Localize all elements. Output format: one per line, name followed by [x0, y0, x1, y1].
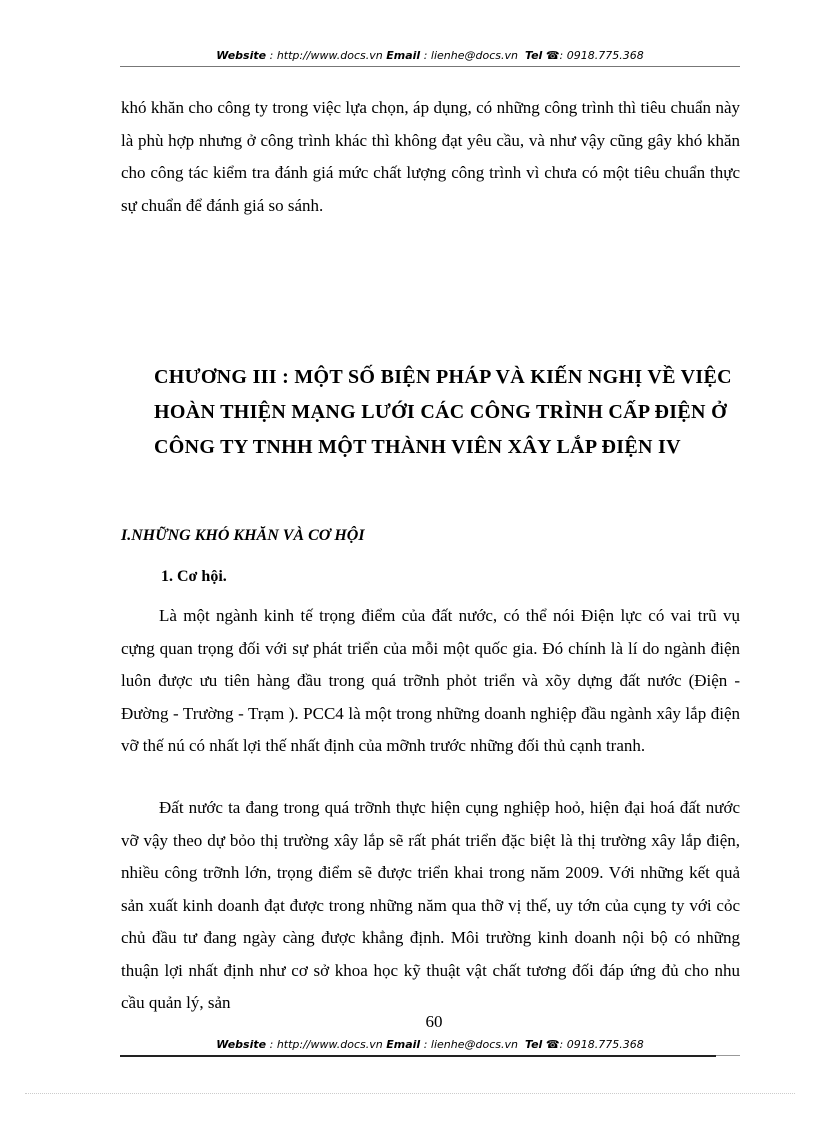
- footer-divider: [120, 1055, 716, 1057]
- section-title: I.NHỮNG KHÓ KHĂN VÀ CƠ HỘI: [121, 527, 365, 544]
- footer-email-address[interactable]: lienhe@docs.vn: [430, 1038, 518, 1051]
- email-address[interactable]: lienhe@docs.vn: [430, 49, 518, 62]
- page-footer: [120, 1038, 740, 1052]
- footer-divider-tail: [716, 1055, 740, 1056]
- website-separator: :: [266, 49, 277, 62]
- footer-website-separator: :: [266, 1038, 277, 1051]
- paragraph-opportunity-1: Là một ngành kinh tế trọng điểm của đất nước, có thể nói Điện lực có vai trũ vụ cựng quan trọng đối với sự phát triển của mỗi một quốc gia. Đó chính là lí do ngành điện luôn được ưu tiên hàng đầu trong quá trỡnh phỏt triển và xõy dựng đất nước (Điện - Đường - Trường - Trạm ). PCC4 là một trong những doanh nghiệp đầu ngành xây lắp điện vỡ thế nú có nhất lợi thế nhất định của mỡnh trước những đối thủ cạnh tranh.: [121, 606, 740, 755]
- subsection-title: 1. Cơ hội.: [161, 568, 227, 585]
- website-label: Website: [216, 49, 267, 62]
- email-separator: :: [420, 49, 431, 62]
- website-url[interactable]: http://www.docs.vn: [276, 49, 383, 62]
- email-label: Email: [386, 49, 421, 62]
- footer-tel-number: : 0918.775.368: [559, 1038, 644, 1051]
- chapter-title: CHƯƠNG III : MỘT SỐ BIỆN PHÁP VÀ KIẾN NGHỊ VỀ VIỆC HOÀN THIỆN MẠNG LƯỚI CÁC CÔNG TRÌNH CẤP ĐIỆN Ở CÔNG TY TNHH MỘT THÀNH VIÊN XÂY LẮP ĐIỆN IV: [154, 366, 732, 458]
- tel-number: : 0918.775.368: [559, 49, 644, 62]
- page-header: [120, 49, 740, 63]
- footer-phone-icon: ☎: [545, 1038, 560, 1051]
- footer-website-label: Website: [216, 1038, 267, 1051]
- paragraph-opportunity-2: Đất nước ta đang trong quá trỡnh thực hiện cụng nghiệp hoỏ, hiện đại hoá đất nước vỡ vậy theo dự bỏo thị trường xây lắp sẽ rất phát triển đặc biệt là thị trường xây lắp điện, nhiều công trỡnh lớn, trọng điểm sẽ được triển khai trong năm 2009. Với những kết quả sản xuất kinh doanh đạt được trong những năm qua thỡ vị thế, uy tớn của cụng ty với cỏc chủ đầu tư đang ngày càng được khẳng định. Môi trường kinh doanh nội bộ có những thuận lợi nhất định như cơ sở khoa học kỹ thuật vật chất tương đối đáp ứng đủ cho nhu cầu quản lý, sản: [121, 798, 740, 1012]
- footer-email-separator: :: [420, 1038, 431, 1051]
- header-divider: [120, 66, 740, 67]
- footer-email-label: Email: [386, 1038, 421, 1051]
- footer-website-url[interactable]: http://www.docs.vn: [276, 1038, 383, 1051]
- page-number: 60: [425, 1012, 443, 1031]
- footer-tel-label: Tel: [524, 1038, 543, 1051]
- tel-label: Tel: [524, 49, 543, 62]
- page-edge-dotted-line: [25, 1093, 795, 1094]
- paragraph-continued: khó khăn cho công ty trong việc lựa chọn, áp dụng, có những công trình thì tiêu chuẩn này là phù hợp nhưng ở công trình khác thì không đạt yêu cầu, và như vậy cũng gây khó khăn cho công tác kiểm tra đánh giá mức chất lượng công trình vì chưa có một tiêu chuẩn thực sự chuẩn để đánh giá so sánh.: [121, 98, 740, 215]
- phone-icon: ☎: [545, 49, 560, 62]
